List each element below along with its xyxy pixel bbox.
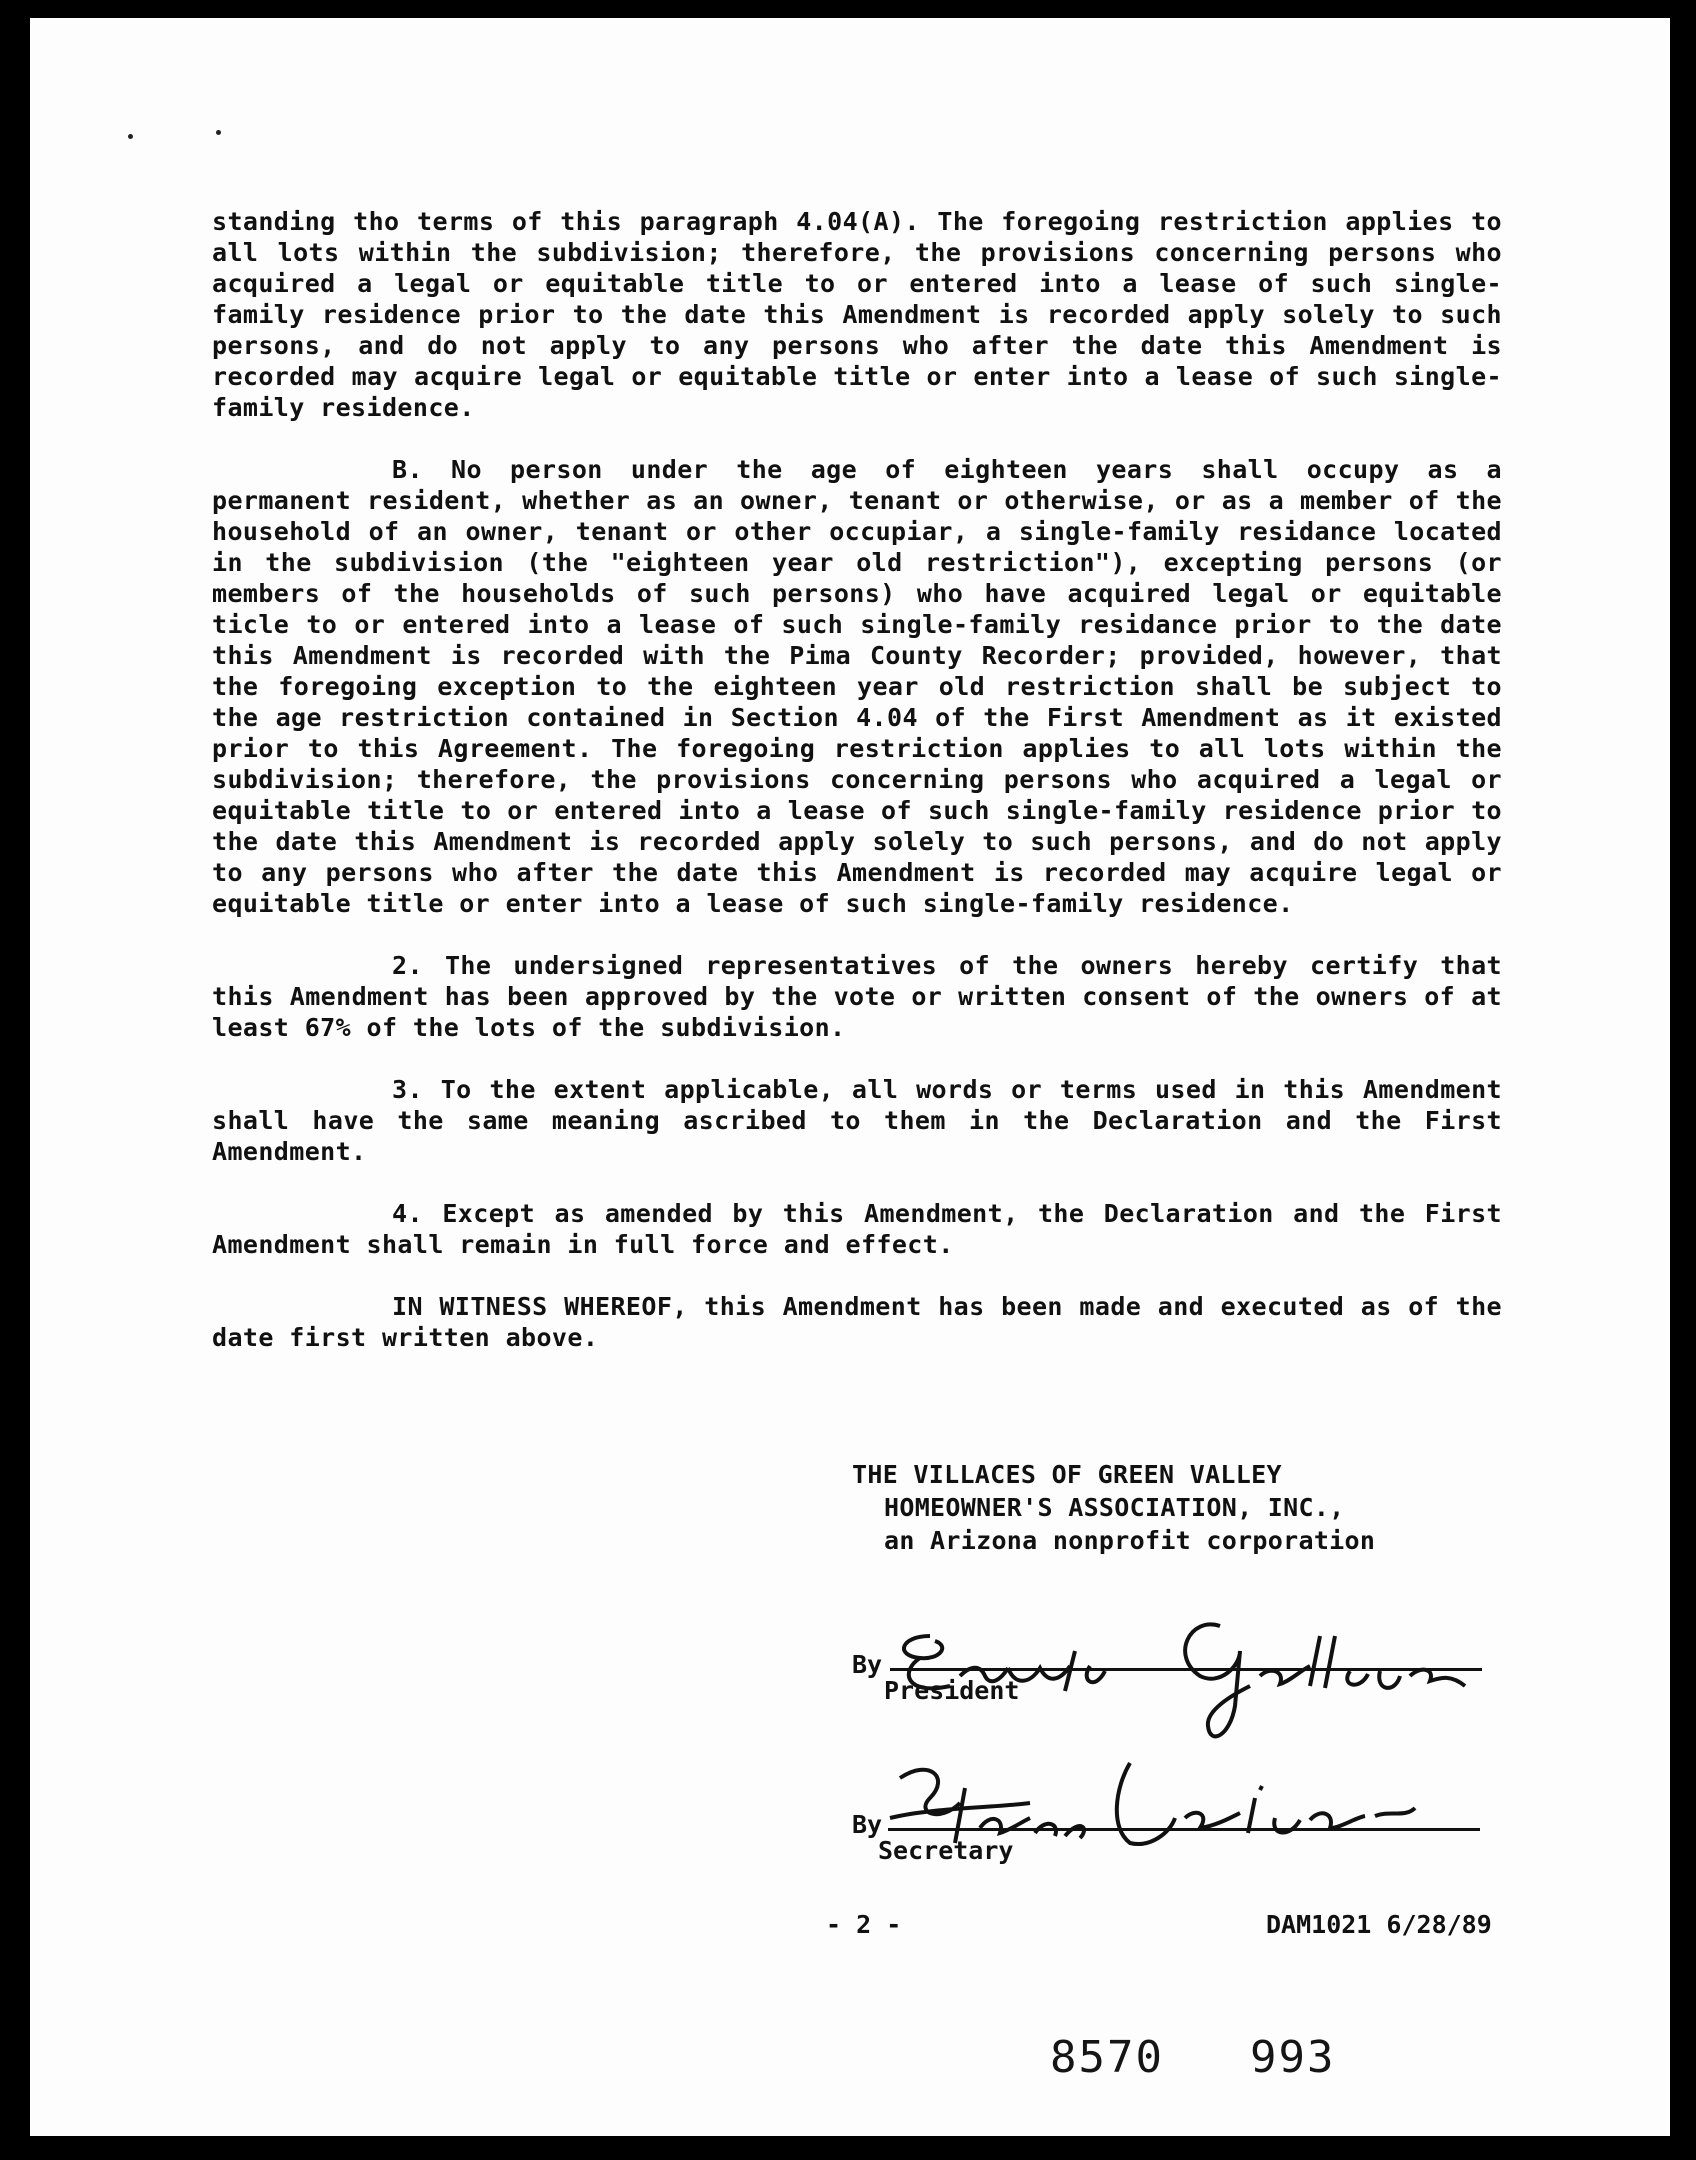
by-label-president: By	[852, 1650, 883, 1679]
president-title: President	[884, 1676, 1020, 1705]
by-label-secretary: By	[852, 1810, 883, 1839]
paragraph-continuation: standing tho terms of this paragraph 4.04(A). The foregoing restriction applies to all lots within the subdivision; therefore, the provisions concerning persons who acquired a legal or equitable title to or entered into a lease of such single-family residence prior to the date this Amendment is recorded apply solely to such persons, and do not apply to any persons who after the date this Amendment is recorded may acquire legal or equitable title or enter into a lease of such single-family residence.	[212, 207, 1502, 422]
body-text	[212, 206, 1502, 1384]
association-description: an Arizona nonprofit corporation	[884, 1526, 1376, 1555]
scan-speck	[128, 134, 133, 139]
association-name-line1: THE VILLACES OF GREEN VALLEY	[852, 1460, 1282, 1489]
secretary-signature	[870, 1748, 1430, 1868]
scan-speck	[216, 130, 221, 135]
page-number: - 2 -	[826, 1910, 902, 1939]
witness-paragraph: IN WITNESS WHEREOF, this Amendment has been made and executed as of the date first written above.	[212, 1292, 1502, 1352]
president-signature	[890, 1596, 1490, 1746]
recording-number-page: 993	[1250, 2032, 1336, 2083]
association-signature-block	[852, 1458, 1375, 1557]
paragraph-b: B. No person under the age of eighteen years shall occupy as a permanent resident, whether as an owner, tenant or otherwise, or as a member of the household of an owner, tenant or other occupiar, a single-family residance located in the subdivision (the "eighteen year old restriction"), excepting persons (or members of the households of such persons) who have acquired legal or equitable ticle to or entered into a lease of such single-family residance prior to the date this Amendment is recorded with the Pima County Recorder; provided, however, that the foregoing exception to the eighteen year old restriction shall be subject to the age restriction contained in Section 4.04 of the First Amendment as it existed prior to this Agreement. The foregoing restriction applies to all lots within the subdivision; therefore, the provisions concerning persons who acquired a legal or equitable title to or entered into a lease of such single-family residence prior to the date this Amendment is recorded apply solely to such persons, and do not apply to any persons who after the date this Amendment is recorded may acquire legal or equitable title or enter into a lease of such single-family residence.	[212, 455, 1502, 918]
recording-number-book: 8570	[1050, 2032, 1164, 2083]
paragraph-4: 4. Except as amended by this Amendment, the Declaration and the First Amendment shall remain in full force and effect.	[212, 1199, 1502, 1259]
document-code: DAM1021 6/28/89	[1266, 1910, 1492, 1939]
document-page	[30, 18, 1670, 2136]
secretary-title: Secretary	[878, 1836, 1014, 1865]
paragraph-3: 3. To the extent applicable, all words or terms used in this Amendment shall have the same meaning ascribed to them in the Declaration and the First Amendment.	[212, 1075, 1502, 1166]
association-name-line2: HOMEOWNER'S ASSOCIATION, INC.,	[884, 1493, 1345, 1522]
paragraph-2: 2. The undersigned representatives of the owners hereby certify that this Amendment has been approved by the vote or written consent of the owners of at least 67% of the lots of the subdivision.	[212, 951, 1502, 1042]
